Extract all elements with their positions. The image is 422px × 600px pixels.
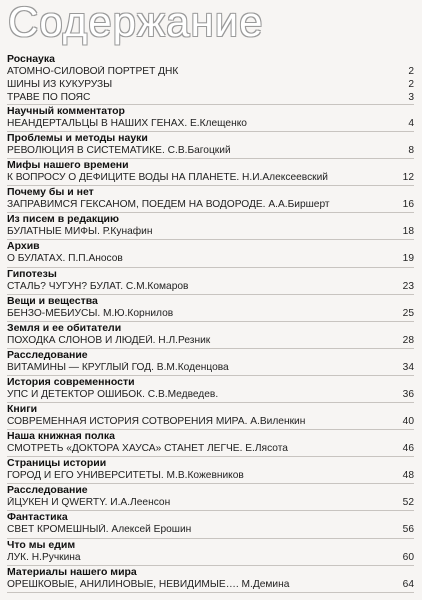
section-rubric: Земля и ее обитатели	[7, 321, 122, 334]
toc-entry	[7, 172, 414, 184]
entry-page-number: 48	[402, 470, 414, 482]
entry-title: СТАЛЬ? ЧУГУН? БУЛАТ. С.М.Комаров	[7, 280, 189, 292]
entry-page-number: 19	[402, 253, 414, 265]
toc-entry	[7, 335, 414, 347]
entry-title: К ВОПРОСУ О ДЕФИЦИТЕ ВОДЫ НА ПЛАНЕТЕ. Н.И.Алексеевский	[7, 172, 328, 184]
entry-title: РЕВОЛЮЦИЯ В СИСТЕМАТИКЕ. С.В.Багоцкий	[7, 145, 231, 157]
entry-page-number: 56	[402, 524, 414, 536]
toc-section	[7, 322, 414, 349]
section-rubric: Расследование	[7, 484, 88, 497]
toc-section	[7, 484, 414, 511]
entry-page-number: 25	[402, 307, 414, 319]
toc-section	[7, 295, 414, 322]
section-rubric: Расследование	[7, 348, 88, 361]
toc-section	[7, 53, 414, 105]
section-rubric: Материалы нашего мира	[7, 565, 137, 578]
entry-page-number: 18	[402, 226, 414, 238]
section-rubric: Наша книжная полка	[7, 430, 115, 443]
entry-page-number: 8	[408, 145, 414, 157]
entry-title: ЗАПРАВИМСЯ ГЕКСАНОМ, ПОЕДЕМ НА ВОДОРОДЕ. А.А.Биршерт	[7, 199, 330, 211]
entry-title: БУЛАТНЫЕ МИФЫ. Р.Кунафин	[7, 226, 153, 238]
toc-entry	[7, 79, 414, 91]
section-rubric: Книги	[7, 403, 38, 416]
toc-entry	[7, 253, 414, 265]
toc-section	[7, 240, 414, 267]
toc-section	[7, 430, 414, 457]
entry-title: СОВРЕМЕННАЯ ИСТОРИЯ СОТВОРЕНИЯ МИРА. А.Виленкин	[7, 416, 306, 428]
entry-page-number: 46	[402, 443, 414, 455]
entry-title: ГОРОД И ЕГО УНИВЕРСИТЕТЫ. М.В.Кожевников	[7, 470, 244, 482]
toc-entry	[7, 66, 414, 78]
section-rubric: Вещи и вещества	[7, 294, 98, 307]
entry-title: НЕАНДЕРТАЛЬЦЫ В НАШИХ ГЕНАХ. Е.Клещенко	[7, 118, 247, 129]
toc-section	[7, 213, 414, 240]
entry-page-number: 28	[402, 334, 414, 346]
section-rubric: Проблемы и методы науки	[7, 132, 148, 145]
section-rubric: Почему бы и нет	[7, 186, 94, 199]
toc-entry	[7, 92, 414, 104]
toc-entry	[7, 199, 414, 211]
toc-entry	[7, 579, 414, 591]
entry-title: СМОТРЕТЬ «ДОКТОРА ХАУСА» СТАНЕТ ЛЕГЧЕ. Е.Лясота	[7, 443, 288, 455]
toc-section	[7, 539, 414, 566]
entry-page-number: 40	[402, 416, 414, 428]
entry-page-number: 2	[408, 79, 414, 90]
toc-section	[7, 105, 414, 132]
toc-section	[7, 186, 414, 213]
toc-entry	[7, 226, 414, 238]
page-title: Содержание	[8, 0, 264, 45]
entry-page-number: 23	[402, 280, 414, 292]
entry-title: О БУЛАТАХ. П.П.Аносов	[7, 253, 123, 265]
section-rubric: Страницы истории	[7, 457, 107, 470]
toc-entry	[7, 470, 414, 482]
section-rubric: История современности	[7, 375, 135, 388]
toc-section	[7, 268, 414, 295]
toc-entry	[7, 389, 414, 401]
section-rubric: Научный комментатор	[7, 105, 125, 117]
entry-title: ПОХОДКА СЛОНОВ И ЛЮДЕЙ. Н.Л.Резник	[7, 334, 211, 346]
entry-page-number: 60	[402, 551, 414, 563]
section-rubric: Мифы нашего времени	[7, 159, 129, 172]
toc-section	[7, 132, 414, 159]
toc-entry	[7, 281, 414, 293]
toc-section	[7, 159, 414, 186]
section-rubric: Роснаука	[7, 53, 55, 65]
toc-entry	[7, 145, 414, 157]
entry-title: ЛУК. Н.Ручкина	[7, 551, 81, 563]
entry-title: ШИНЫ ИЗ КУКУРУЗЫ	[7, 79, 113, 90]
toc-entry	[7, 524, 414, 536]
entry-title: УПС И ДЕТЕКТОР ОШИБОК. С.В.Медведев.	[7, 388, 219, 400]
entry-title: ВИТАМИНЫ — КРУГЛЫЙ ГОД. В.М.Коденцова	[7, 361, 229, 373]
toc-section	[7, 457, 414, 484]
section-rubric: Гипотезы	[7, 267, 57, 280]
entry-title: ОРЕШКОВЫЕ, АНИЛИНОВЫЕ, НЕВИДИМЫЕ…. М.Демина	[7, 578, 290, 590]
toc-entry	[7, 362, 414, 374]
entry-title: СВЕТ КРОМЕШНЫЙ. Алексей Ерошин	[7, 524, 192, 536]
toc-section	[7, 511, 414, 538]
toc-entry	[7, 416, 414, 428]
entry-page-number: 64	[402, 578, 414, 590]
entry-page-number: 16	[402, 199, 414, 211]
toc-section	[7, 376, 414, 403]
entry-page-number: 34	[402, 361, 414, 373]
toc-entry	[7, 552, 414, 564]
section-rubric: Из писем в редакцию	[7, 213, 119, 226]
entry-page-number: 3	[408, 92, 414, 103]
section-rubric: Архив	[7, 240, 40, 253]
entry-title: БЕНЗО-МЁБИУСЫ. М.Ю.Корнилов	[7, 307, 174, 319]
entry-title: ТРАВЕ ПО ПОЯС	[7, 92, 91, 103]
section-rubric: Что мы едим	[7, 538, 76, 551]
entry-page-number: 12	[402, 172, 414, 184]
toc-entry	[7, 308, 414, 320]
table-of-contents	[7, 53, 414, 593]
entry-page-number: 4	[408, 118, 414, 129]
entry-title: АТОМНО-СИЛОВОЙ ПОРТРЕТ ДНК	[7, 66, 179, 77]
toc-entry	[7, 443, 414, 455]
entry-page-number: 2	[408, 66, 414, 77]
toc-entry	[7, 118, 414, 130]
divider	[7, 592, 414, 593]
toc-section	[7, 566, 414, 593]
entry-page-number: 52	[402, 497, 414, 509]
section-rubric: Фантастика	[7, 511, 68, 524]
toc-section	[7, 403, 414, 430]
entry-title: ЙЦУКЕН И QWERTY. И.А.Леенсон	[7, 497, 171, 509]
toc-entry	[7, 497, 414, 509]
entry-page-number: 36	[402, 388, 414, 400]
toc-section	[7, 349, 414, 376]
